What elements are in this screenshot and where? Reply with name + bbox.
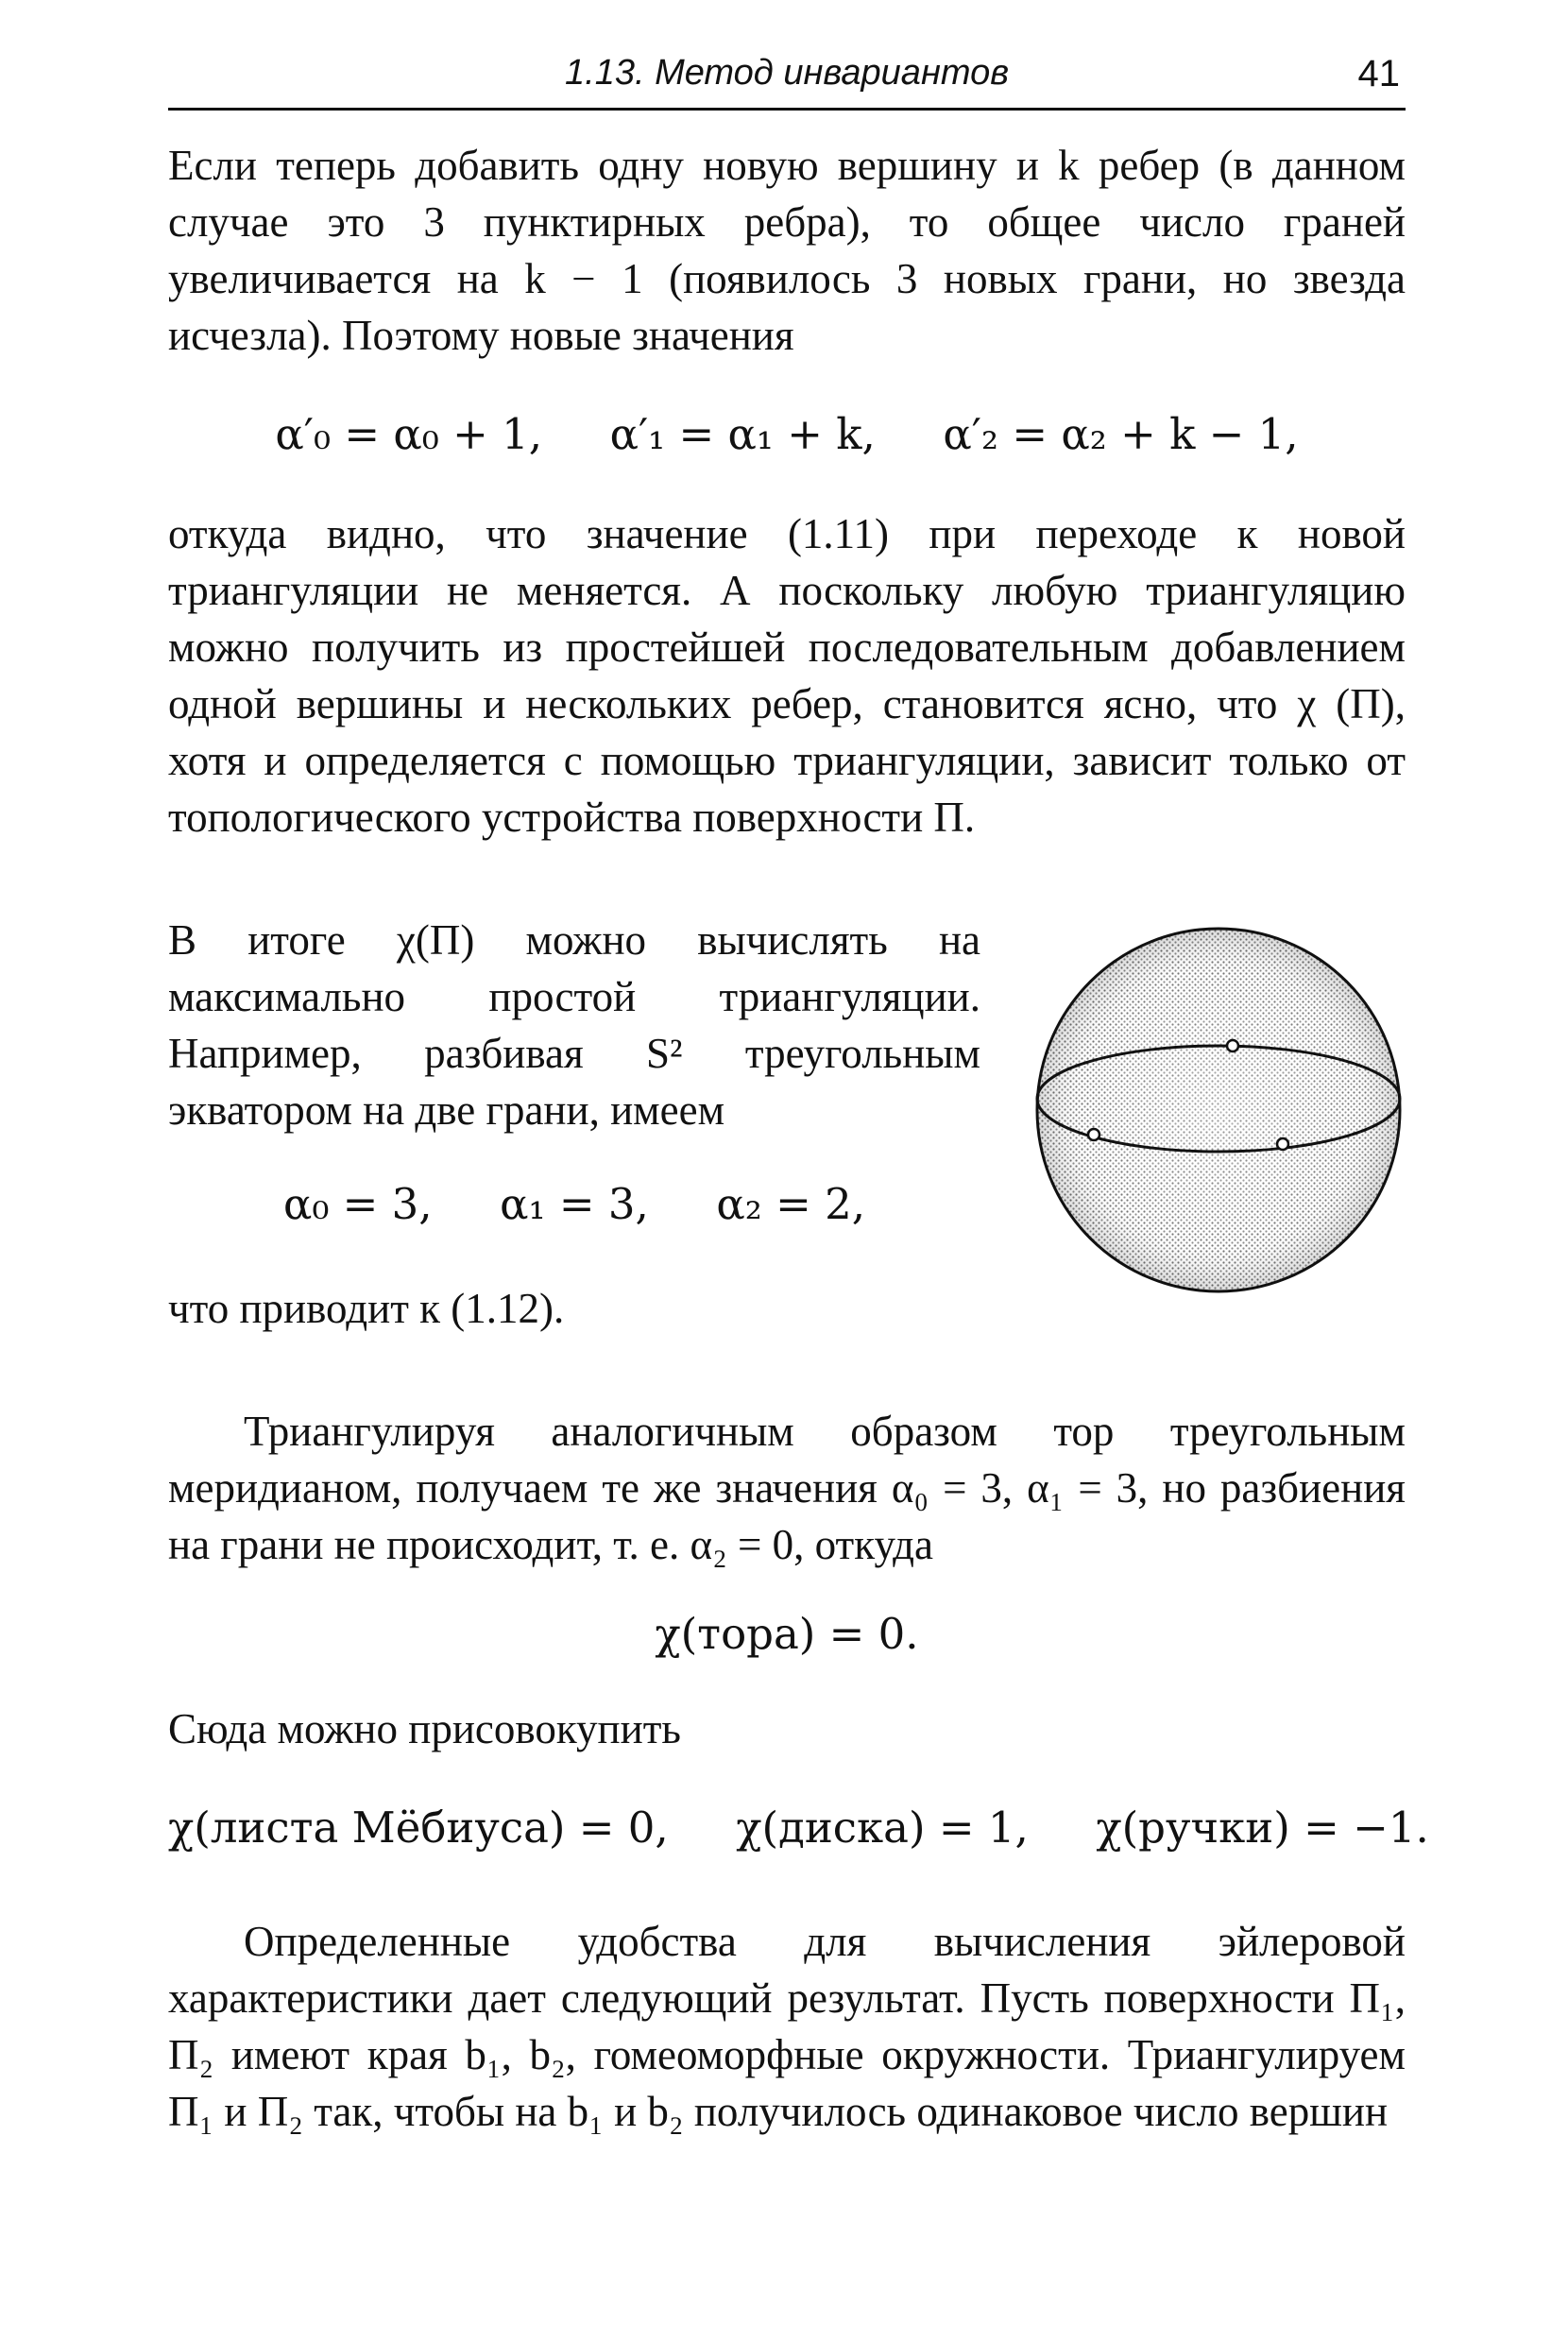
formula-alpha-update — [168, 406, 1406, 463]
sphere-shading — [1037, 929, 1400, 1291]
formula-sphere-alpha0: α₀ = 3, — [282, 1179, 433, 1229]
formula-sphere-alpha1: α₁ = 3, — [500, 1179, 649, 1229]
equator-vertex-2 — [1088, 1129, 1099, 1140]
running-header — [168, 47, 1406, 111]
paragraph-6: Сюда можно присовокупить — [168, 1705, 681, 1752]
formula-sphere-alpha2: α₂ = 2, — [716, 1179, 866, 1229]
sphere-triangulation-figure — [1030, 921, 1407, 1299]
formula-sphere-values — [168, 1176, 980, 1233]
paragraph-3: В итоге χ(П) можно вычислять на максимально простой триангуляции. Например, разбивая S² треугольным экватором на две грани, имеем — [168, 916, 980, 1134]
formula-mobius: χ(листа Мёбиуса) = 0, — [168, 1803, 669, 1853]
paragraph-5: Триангулируя аналогичным образом тор треугольным меридианом, получаем те же значения α₀ = 3, α₁ = 3, но разбиения на грани не происходит, т. е. α₂ = 0, откуда — [168, 1408, 1406, 1568]
paragraph-1: Если теперь добавить одну новую вершину и k ребер (в данном случае это 3 пунктирных ребра), то общее число граней увеличивается на k − 1 (появилось 3 новых грани, но звезда исчезла). Поэтому новые значения — [168, 142, 1406, 359]
formula-euler-examples — [168, 1800, 1429, 1856]
formula-alpha1-update: α′₁ = α₁ + k, — [609, 409, 876, 459]
paragraph-4: что приводит к (1.12). — [168, 1285, 565, 1332]
paragraph-2: откуда видно, что значение (1.11) при переходе к новой триангуляции не меняется. А поскольку любую триангуляцию можно получить из простейшей последовательным добавлением одной вершины и нескольких ребер, становится ясно, что χ (П), хотя и определяется с помощью триангуляции, зависит только от топологического устройства поверхности П. — [168, 510, 1406, 841]
formula-alpha2-update: α′₂ = α₂ + k − 1, — [943, 409, 1299, 459]
formula-disk: χ(диска) = 1, — [736, 1803, 1029, 1853]
chapter-title: 1.13. Метод инвариантов — [565, 53, 1010, 93]
equator-vertex-3 — [1277, 1138, 1288, 1150]
formula-torus: χ(тора) = 0. — [655, 1609, 919, 1659]
paragraph-7: Определенные удобства для вычисления эйлеровой характеристики дает следующий результат. Пусть поверхности П₁, П₂ имеют края b₁, b₂, гомеоморфные окружности. Триангулируем П₁ и П₂ так, чтобы на b₁ и b₂ получилось одинаковое число вершин — [168, 1918, 1406, 2135]
formula-alpha0-update: α′₀ = α₀ + 1, — [275, 409, 543, 459]
equator-vertex-1 — [1227, 1040, 1238, 1051]
formula-handle: χ(ручки) = −1. — [1096, 1803, 1429, 1853]
page-number: 41 — [1357, 53, 1400, 94]
